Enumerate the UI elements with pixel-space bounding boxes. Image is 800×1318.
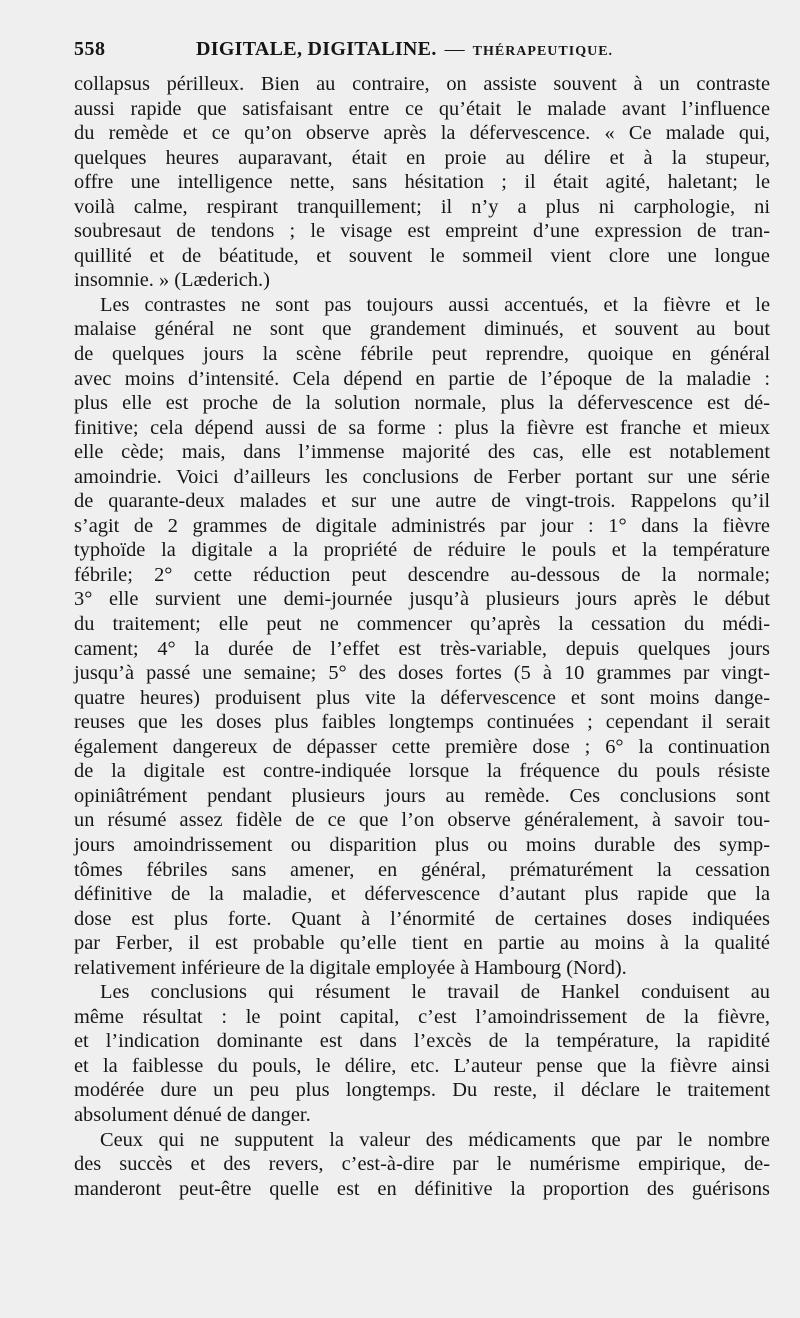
text-line: voilà calme, respirant tranquillement; il n’y a plus ni carphologie, ni <box>74 195 770 218</box>
text-line: quillité et de béatitude, et souvent le sommeil vient clore une longue <box>74 244 770 267</box>
text-line: dose est plus forte. Quant à l’énormité de certaines doses indiquées <box>74 907 770 930</box>
text-line: manderont peut-être quelle est en définitive la proportion des guérisons <box>74 1177 770 1200</box>
text-line: un résumé assez fidèle de ce que l’on observe généralement, à savoir tou- <box>74 809 770 832</box>
text-line: aussi rapide que satisfaisant entre ce qu’était le malade avant l’influence <box>74 97 770 120</box>
text-line: définitive de la maladie, et défervescence d’autant plus rapide que la <box>74 883 770 906</box>
body-text <box>74 72 770 1201</box>
text-line: malaise général ne sont que grandement diminués, et souvent au bout <box>74 318 770 341</box>
running-title-dash: — <box>444 38 465 60</box>
text-line: jusqu’à passé une semaine; 5° des doses fortes (5 à 10 grammes par vingt- <box>74 662 770 685</box>
text-line: quelques heures auparavant, était en proie au délire et à la stupeur, <box>74 146 770 169</box>
running-header <box>74 38 770 68</box>
text-line: relativement inférieure de la digitale employée à Hambourg (Nord). <box>74 956 627 979</box>
text-line: et la faiblesse du pouls, le délire, etc. L’auteur pense que la fièvre ainsi <box>74 1054 770 1077</box>
text-line: du traitement; elle peut ne commencer qu’après la cessation du médi- <box>74 613 770 636</box>
text-line: Les conclusions qui résument le travail de Hankel conduisent au <box>100 981 770 1004</box>
text-line: finitive; cela dépend aussi de sa forme : plus la fièvre est franche et mieux <box>74 416 770 439</box>
text-line: jours amoindrissement ou disparition plus ou moins durable des symp- <box>74 833 770 856</box>
text-line: quatre heures) produisent plus vite la défervescence et sont moins dange- <box>74 686 770 709</box>
text-line: et l’indication dominante est dans l’excès de la température, la rapidité <box>74 1030 770 1053</box>
text-line: elle cède; mais, dans l’immense majorité des cas, elle est notablement <box>74 441 770 464</box>
text-line: du remède et ce qu’on observe après la défervescence. « Ce malade qui, <box>74 122 770 145</box>
text-line: également dangereux de dépasser cette première dose ; 6° la continuation <box>74 735 770 758</box>
text-line: de quarante-deux malades et sur une autre de vingt-trois. Rappelons qu’il <box>74 490 770 513</box>
text-line: insomnie. » (Læderich.) <box>74 269 270 292</box>
text-line: reuses que les doses plus faibles longtemps continuées ; cependant il serait <box>74 711 770 734</box>
text-line: Ceux qui ne supputent la valeur des médicaments que par le nombre <box>100 1128 770 1151</box>
running-title: DIGITALE, DIGITALINE. <box>196 38 437 60</box>
text-line: offre une intelligence nette, sans hésitation ; il était agité, haletant; le <box>74 171 770 194</box>
page-number: 558 <box>74 38 106 60</box>
running-subtitle: THÉRAPEUTIQUE. <box>472 44 614 59</box>
text-line: s’agit de 2 grammes de digitale administrés par jour : 1° dans la fièvre <box>74 514 770 537</box>
text-line: de la digitale est contre-indiquée lorsque la fréquence du pouls résiste <box>74 760 770 783</box>
text-line: tômes fébriles sans amener, en général, prématurément la cessation <box>74 858 770 881</box>
text-line: avec moins d’intensité. Cela dépend en partie de l’époque de la maladie : <box>74 367 770 390</box>
text-line: Les contrastes ne sont pas toujours aussi accentués, et la fièvre et le <box>100 293 770 316</box>
text-line: par Ferber, il est probable qu’elle tient en partie au moins à la qualité <box>74 932 770 955</box>
text-line: des succès et des revers, c’est-à-dire par le numérisme empirique, de- <box>74 1153 770 1176</box>
text-line: fébrile; 2° cette réduction peut descendre au-dessous de la normale; <box>74 563 770 586</box>
text-line: amoindrie. Voici d’ailleurs les conclusions de Ferber portant sur une série <box>74 465 770 488</box>
text-line: même résultat : le point capital, c’est l’amoindrissement de la fièvre, <box>74 1005 770 1028</box>
text-line: plus elle est proche de la solution normale, plus la défervescence est dé- <box>74 392 770 415</box>
text-line: typhoïde la digitale a la propriété de réduire le pouls et la température <box>74 539 770 562</box>
text-line: 3° elle survient une demi-journée jusqu’à plusieurs jours après le début <box>74 588 770 611</box>
text-line: modérée dure un peu plus longtemps. Du reste, il déclare le traitement <box>74 1079 770 1102</box>
text-line: de quelques jours la scène fébrile peut reprendre, quoique en général <box>74 343 770 366</box>
text-line: absolument dénué de danger. <box>74 1103 311 1126</box>
text-line: cament; 4° la durée de l’effet est très-variable, depuis quelques jours <box>74 637 770 660</box>
text-line: soubresaut de tendons ; le visage est empreint d’une expression de tran- <box>74 220 770 243</box>
text-line: collapsus périlleux. Bien au contraire, on assiste souvent à un contraste <box>74 73 770 95</box>
text-line: opiniâtrément pendant plusieurs jours au remède. Ces conclusions sont <box>74 784 770 807</box>
